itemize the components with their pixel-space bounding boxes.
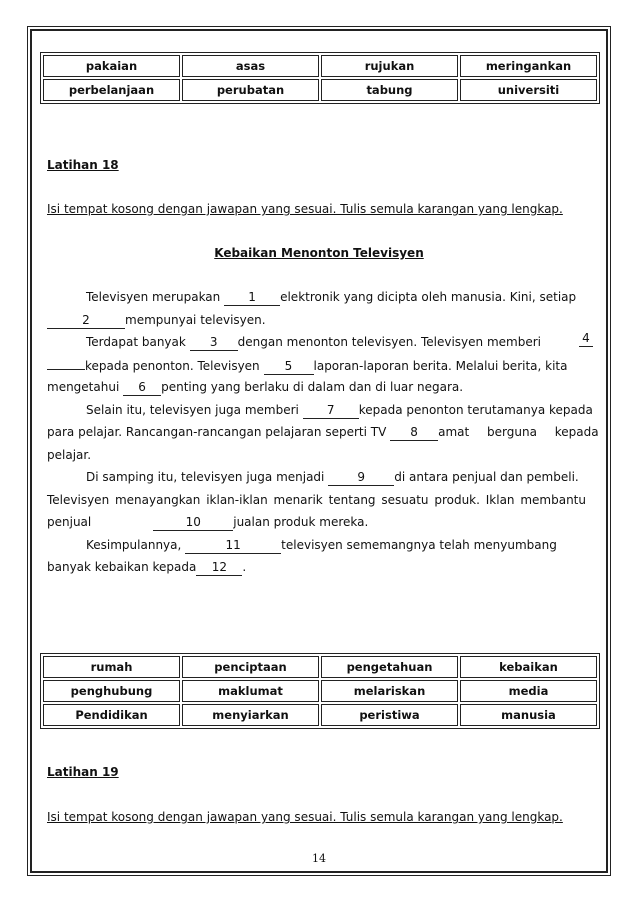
blank-4-continued bbox=[47, 354, 85, 370]
essay-line bbox=[47, 444, 593, 467]
blank-11[interactable]: 11 bbox=[185, 538, 281, 554]
table-cell: peristiwa bbox=[321, 704, 458, 726]
table-cell: asas bbox=[182, 55, 319, 77]
table-cell: rumah bbox=[43, 656, 180, 678]
essay-text: jualan produk mereka. bbox=[233, 515, 369, 529]
table-cell: penciptaan bbox=[182, 656, 319, 678]
table-cell: meringankan bbox=[460, 55, 597, 77]
table-cell: manusia bbox=[460, 704, 597, 726]
table-row bbox=[43, 55, 597, 77]
table-row bbox=[43, 656, 597, 678]
table-cell: tabung bbox=[321, 79, 458, 101]
essay-body bbox=[47, 286, 599, 579]
essay-text: di antara penjual dan pembeli. bbox=[394, 470, 579, 484]
essay-line bbox=[47, 556, 593, 579]
exercise-18-instruction: Isi tempat kosong dengan jawapan yang sesuai. Tulis semula karangan yang lengkap. bbox=[47, 202, 563, 216]
table-cell: kebaikan bbox=[460, 656, 597, 678]
essay-text: televisyen sememangnya telah menyumbang bbox=[281, 537, 557, 552]
essay-title: Kebaikan Menonton Televisyen bbox=[214, 246, 424, 260]
blank-2[interactable]: 2 bbox=[47, 313, 125, 329]
blank-9[interactable]: 9 bbox=[328, 470, 394, 486]
blank-1[interactable]: 1 bbox=[224, 290, 280, 306]
essay-line bbox=[47, 399, 593, 422]
essay-line bbox=[47, 489, 593, 512]
essay-line bbox=[47, 354, 593, 377]
table-cell: media bbox=[460, 680, 597, 702]
essay-line bbox=[47, 376, 593, 399]
table-row bbox=[43, 704, 597, 726]
exercise-19-heading: Latihan 19 bbox=[47, 765, 119, 779]
table-cell: perbelanjaan bbox=[43, 79, 180, 101]
table-cell: perubatan bbox=[182, 79, 319, 101]
word-bank-table-top bbox=[40, 52, 600, 104]
essay-text: Terdapat banyak bbox=[86, 335, 186, 349]
essay-line bbox=[47, 309, 593, 332]
table-cell: rujukan bbox=[321, 55, 458, 77]
table-cell: menyiarkan bbox=[182, 704, 319, 726]
essay-text: banyak kebaikan kepada bbox=[47, 560, 197, 574]
table-cell: maklumat bbox=[182, 680, 319, 702]
blank-8[interactable]: 8 bbox=[390, 425, 438, 441]
essay-text: Selain itu, televisyen juga memberi bbox=[86, 402, 299, 417]
essay-text: Di samping itu, televisyen juga menjadi bbox=[86, 470, 325, 484]
table-row bbox=[43, 680, 597, 702]
essay-text: dengan menonton televisyen. Televisyen memberi bbox=[237, 335, 541, 349]
essay-line bbox=[47, 286, 593, 309]
blank-4[interactable]: 4 bbox=[579, 331, 593, 347]
table-row bbox=[43, 79, 597, 101]
essay-text: kepada penonton terutamanya kepada bbox=[358, 402, 593, 417]
page-number: 14 bbox=[312, 852, 326, 865]
essay-text: pelajar. bbox=[47, 447, 92, 462]
blank-3[interactable]: 3 bbox=[190, 335, 238, 351]
essay-text: penting yang berlaku di dalam dan di luar negara. bbox=[161, 380, 464, 394]
essay-text: mengetahui bbox=[47, 380, 120, 394]
table-cell: pakaian bbox=[43, 55, 180, 77]
blank-10[interactable]: 10 bbox=[153, 515, 233, 531]
essay-text: . bbox=[242, 560, 247, 574]
table-cell: Pendidikan bbox=[43, 704, 180, 726]
blank-12[interactable]: 12 bbox=[196, 560, 242, 576]
table-cell: pengetahuan bbox=[321, 656, 458, 678]
essay-text: para pelajar. Rancangan-rancangan pelajaran seperti TV bbox=[47, 425, 387, 439]
essay-line bbox=[47, 421, 599, 444]
essay-line bbox=[47, 331, 593, 354]
essay-text: mempunyai televisyen. bbox=[125, 312, 266, 327]
essay-text: amat berguna kepada bbox=[438, 425, 599, 439]
essay-line bbox=[47, 534, 593, 557]
table-cell: penghubung bbox=[43, 680, 180, 702]
essay-text: Televisyen menayangkan iklan-iklan menarik tentang sesuatu produk. Iklan membantu bbox=[47, 492, 586, 507]
essay-line bbox=[47, 466, 593, 489]
essay-line bbox=[47, 511, 593, 534]
table-cell: melariskan bbox=[321, 680, 458, 702]
blank-5[interactable]: 5 bbox=[264, 359, 314, 375]
essay-text: Televisyen merupakan bbox=[86, 290, 221, 304]
blank-6[interactable]: 6 bbox=[123, 380, 161, 396]
essay-text: elektronik yang dicipta oleh manusia. Kini, setiap bbox=[280, 290, 577, 304]
essay-text: kepada penonton. Televisyen bbox=[85, 358, 260, 373]
exercise-19-instruction: Isi tempat kosong dengan jawapan yang sesuai. Tulis semula karangan yang lengkap. bbox=[47, 810, 563, 824]
word-bank-table-bottom bbox=[40, 653, 600, 729]
essay-text: penjual bbox=[47, 515, 92, 529]
essay-text: laporan-laporan berita. Melalui berita, kita bbox=[313, 358, 568, 373]
exercise-18-heading: Latihan 18 bbox=[47, 158, 119, 172]
blank-7[interactable]: 7 bbox=[303, 403, 359, 419]
essay-text: Kesimpulannya, bbox=[86, 537, 182, 552]
table-cell: universiti bbox=[460, 79, 597, 101]
